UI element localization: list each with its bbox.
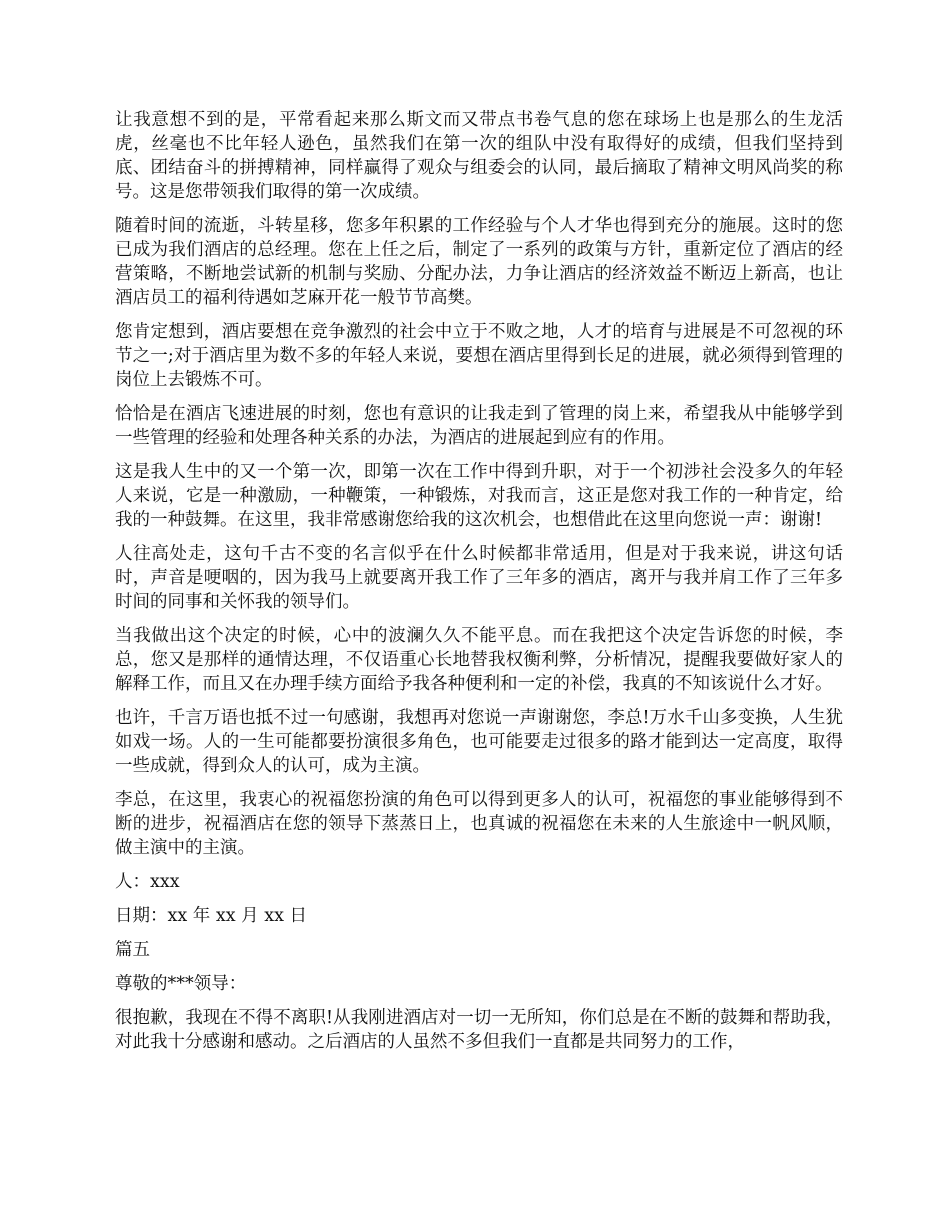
paragraph-8: 也许，千言万语也抵不过一句感谢，我想再对您说一声谢谢您，李总!万水千山多变换，人生犹如戏一场。人的一生可能都要扮演很多角色，也可能要走过很多的路才能到达一定高度，取得一些成就，得到众人的认可，成为主演。 xyxy=(115,708,843,776)
document-body xyxy=(115,108,843,1064)
paragraph-3: 您肯定想到，酒店要想在竞争激烈的社会中立于不败之地，人才的培育与进展是不可忽视的环节之一;对于酒店里为数不多的年轻人来说，要想在酒店里得到长足的进展，就必须得到管理的岗位上去锻炼不可。 xyxy=(115,322,843,390)
salutation: 尊敬的***领导： xyxy=(115,974,247,994)
paragraph-last: 很抱歉，我现在不得不离职!从我刚进酒店对一切一无所知，你们总是在不断的鼓舞和帮助我，对此我十分感谢和感动。之后酒店的人虽然不多但我们一直都是共同努力的工作， xyxy=(115,1008,843,1052)
paragraph-9: 李总，在这里，我衷心的祝福您扮演的角色可以得到更多人的认可，祝福您的事业能够得到不断的进步，祝福酒店在您的领导下蒸蒸日上，也真诚的祝福您在未来的人生旅途中一帆风顺，做主演中的主演。 xyxy=(115,790,843,858)
date-line: 日期：xx 年 xx 月 xx 日 xyxy=(115,906,308,926)
signer-line: 人：xxx xyxy=(115,872,180,892)
section-title: 篇五 xyxy=(115,940,150,960)
paragraph-2: 随着时间的流逝，斗转星移，您多年积累的工作经验与个人才华也得到充分的施展。这时的您已成为我们酒店的总经理。您在上任之后，制定了一系列的政策与方针，重新定位了酒店的经营策略，不断地尝试新的机制与奖励、分配办法，力争让酒店的经济效益不断迈上新高，也让酒店员工的福利待遇如芝麻开花一般节节高樊。 xyxy=(115,216,843,308)
paragraph-1: 让我意想不到的是，平常看起来那么斯文而又带点书卷气息的您在球场上也是那么的生龙活虎，丝毫也不比年轻人逊色，虽然我们在第一次的组队中没有取得好的成绩，但我们坚持到底、团结奋斗的拼搏精神，同样赢得了观众与组委会的认同，最后摘取了精神文明风尚奖的称号。这是您带领我们取得的第一次成绩。 xyxy=(115,110,843,202)
paragraph-7: 当我做出这个决定的时候，心中的波澜久久不能平息。而在我把这个决定告诉您的时候，李总，您又是那样的通情达理，不仅语重心长地替我权衡利弊，分析情况，提醒我要做好家人的解释工作，而且又在办理手续方面给予我各种便利和一定的补偿，我真的不知该说什么才好。 xyxy=(115,626,843,694)
paragraph-5: 这是我人生中的又一个第一次，即第一次在工作中得到升职，对于一个初涉社会没多久的年轻人来说，它是一种激励，一种鞭策，一种锻炼，对我而言，这正是您对我工作的一种肯定，给我的一种鼓舞。在这里，我非常感谢您给我的这次机会，也想借此在这里向您说一声：谢谢! xyxy=(115,462,843,530)
paragraph-6: 人往高处走，这句千古不变的名言似乎在什么时候都非常适用，但是对于我来说，讲这句话时，声音是哽咽的，因为我马上就要离开我工作了三年多的酒店，离开与我并肩工作了三年多时间的同事和关怀我的领导们。 xyxy=(115,544,843,612)
paragraph-4: 恰恰是在酒店飞速进展的时刻，您也有意识的让我走到了管理的岗上来，希望我从中能够学到一些管理的经验和处理各种关系的办法，为酒店的进展起到应有的作用。 xyxy=(115,404,843,448)
